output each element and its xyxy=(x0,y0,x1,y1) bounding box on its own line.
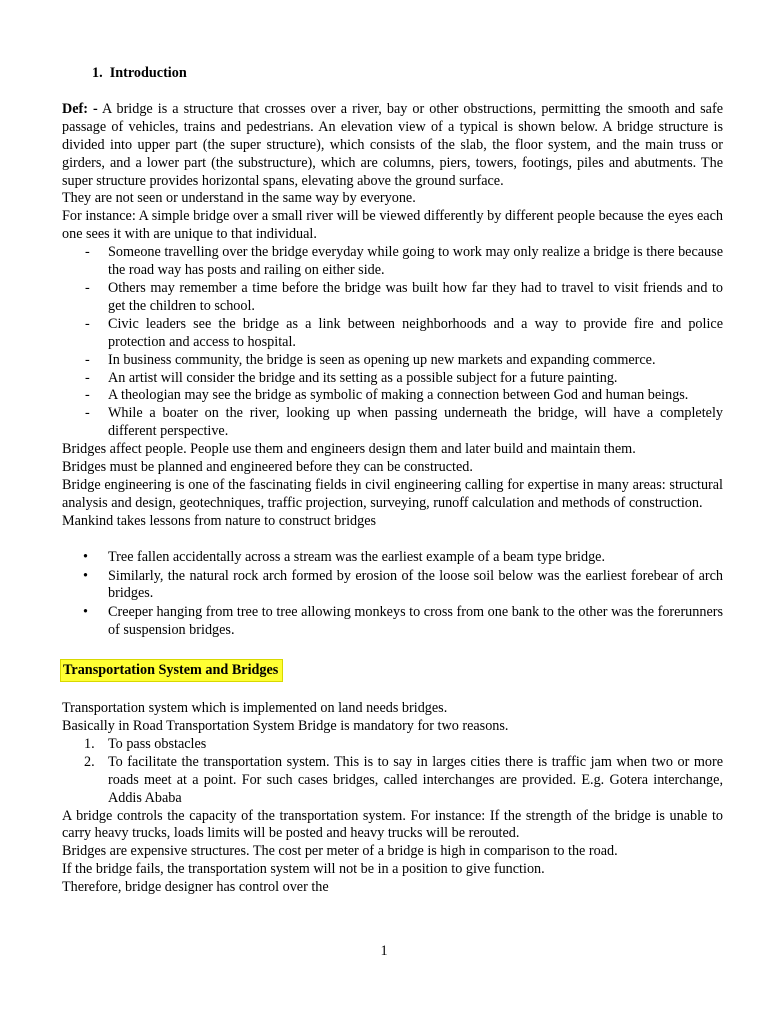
list-item xyxy=(62,387,723,405)
list-item-text: Similarly, the natural rock arch formed by erosion of the loose soil below was the earliest forebear of arch bridges. xyxy=(108,567,723,602)
paragraph: A bridge controls the capacity of the transportation system. For instance: If the strength of the bridge is unable to carry heavy trucks, loads limits will be posted and heavy trucks will be rerouted. xyxy=(62,807,723,842)
paragraph: Bridge engineering is one of the fascinating fields in civil engineering calling for expertise in many areas: structural analysis and design, geotechniques, traffic projection, surveying, runoff calculation and methods of construction. xyxy=(62,476,723,511)
list-item-text: Someone travelling over the bridge everyday while going to work may only realize a bridge is there because the road way has posts and railing on either side. xyxy=(108,244,723,279)
dash-marker: - xyxy=(85,369,90,386)
list-item xyxy=(62,568,723,604)
paragraph: Basically in Road Transportation System Bridge is mandatory for two reasons. xyxy=(62,718,509,734)
list-item xyxy=(62,316,723,352)
section-heading-transportation: Transportation System and Bridges xyxy=(60,659,283,682)
list-item-text: Creeper hanging from tree to tree allowing monkeys to cross from one bank to the other was the forerunners of suspension bridges. xyxy=(108,604,723,639)
list-item-text: In business community, the bridge is seen as opening up new markets and expanding commerce. xyxy=(108,351,656,368)
list-item xyxy=(62,549,723,567)
list-item xyxy=(62,736,723,754)
nature-lessons-list xyxy=(62,549,723,641)
list-item xyxy=(62,370,723,388)
paragraph: For instance: A simple bridge over a small river will be viewed differently by different people because the eyes each one sees it with are unique to that individual. xyxy=(62,208,723,243)
spacer xyxy=(62,531,723,549)
definition-paragraph xyxy=(62,101,723,191)
bullet-marker: • xyxy=(83,604,88,621)
page-content xyxy=(62,65,723,897)
number-marker: 2. xyxy=(84,753,95,770)
perspectives-list xyxy=(62,244,723,441)
highlighted-heading-row xyxy=(62,659,723,682)
page-number: 1 xyxy=(380,943,388,959)
dash-marker: - xyxy=(85,405,90,422)
list-item-text: Others may remember a time before the bridge was built how far they had to travel to visit friends and to get the children to school. xyxy=(108,279,723,314)
spacer xyxy=(62,83,723,101)
list-item-text: An artist will consider the bridge and its setting as a possible subject for a future painting. xyxy=(108,369,618,386)
paragraph: Therefore, bridge designer has control over the xyxy=(62,879,329,896)
definition-text: A bridge is a structure that crosses over a river, bay or other obstructions, permitting the smooth and safe passage of vehicles, trains and pedestrians. An elevation view of a typical is shown below. A bridge structure is divided into upper part (the super structure), which consists of the slab, the floor system, and the main truss or girders, and a lower part (the substructure), which are columns, piers, towers, footings, piles and abutments. The super structure provides horizontal spans, elevating above the ground surface. xyxy=(62,100,723,189)
list-item-text: To facilitate the transportation system. This is to say in larges cities there is traffic jam when two or more roads meet at a point. For such cases bridges, called interchanges are provided. E.g. Gotera interchange, Addis Ababa xyxy=(108,753,723,806)
paragraph: Transportation system which is implemented on land needs bridges. xyxy=(62,700,448,717)
heading-number: 1. xyxy=(92,65,103,81)
reasons-list xyxy=(62,736,723,808)
paragraph: Bridges must be planned and engineered before they can be constructed. xyxy=(62,459,473,476)
list-item xyxy=(62,280,723,316)
paragraph: Bridges affect people. People use them and engineers design them and later build and maintain them. xyxy=(62,441,636,458)
paragraph: Bridges are expensive structures. The cost per meter of a bridge is high in comparison to the road. xyxy=(62,843,618,860)
list-item xyxy=(62,244,723,280)
paragraph: They are not seen or understand in the same way by everyone. xyxy=(62,190,416,207)
list-item xyxy=(62,405,723,441)
spacer xyxy=(62,682,723,700)
list-item xyxy=(62,754,723,808)
dash-marker: - xyxy=(85,315,90,332)
paragraph: If the bridge fails, the transportation system will not be in a position to give function. xyxy=(62,861,545,878)
list-item-text: While a boater on the river, looking up when passing underneath the bridge, will have a completely different perspective. xyxy=(108,405,723,440)
heading-title: Introduction xyxy=(109,65,187,81)
number-marker: 1. xyxy=(84,735,95,752)
definition-label: Def: - xyxy=(62,100,98,117)
list-item-text: To pass obstacles xyxy=(108,735,207,752)
bullet-marker: • xyxy=(83,548,88,565)
list-item xyxy=(62,352,723,370)
list-item-text: A theologian may see the bridge as symbolic of making a connection between God and human beings. xyxy=(108,387,689,404)
dash-marker: - xyxy=(85,387,90,404)
dash-marker: - xyxy=(85,244,90,261)
list-item xyxy=(62,604,723,640)
dash-marker: - xyxy=(85,279,90,296)
spacer xyxy=(62,641,723,659)
bullet-marker: • xyxy=(83,567,88,584)
dash-marker: - xyxy=(85,351,90,368)
paragraph: Mankind takes lessons from nature to construct bridges xyxy=(62,512,377,529)
list-item-text: Tree fallen accidentally across a stream was the earliest example of a beam type bridge. xyxy=(108,548,606,565)
section-heading-introduction xyxy=(92,65,723,83)
list-item-text: Civic leaders see the bridge as a link between neighborhoods and a way to provide fire and police protection and access to hospital. xyxy=(108,315,723,350)
